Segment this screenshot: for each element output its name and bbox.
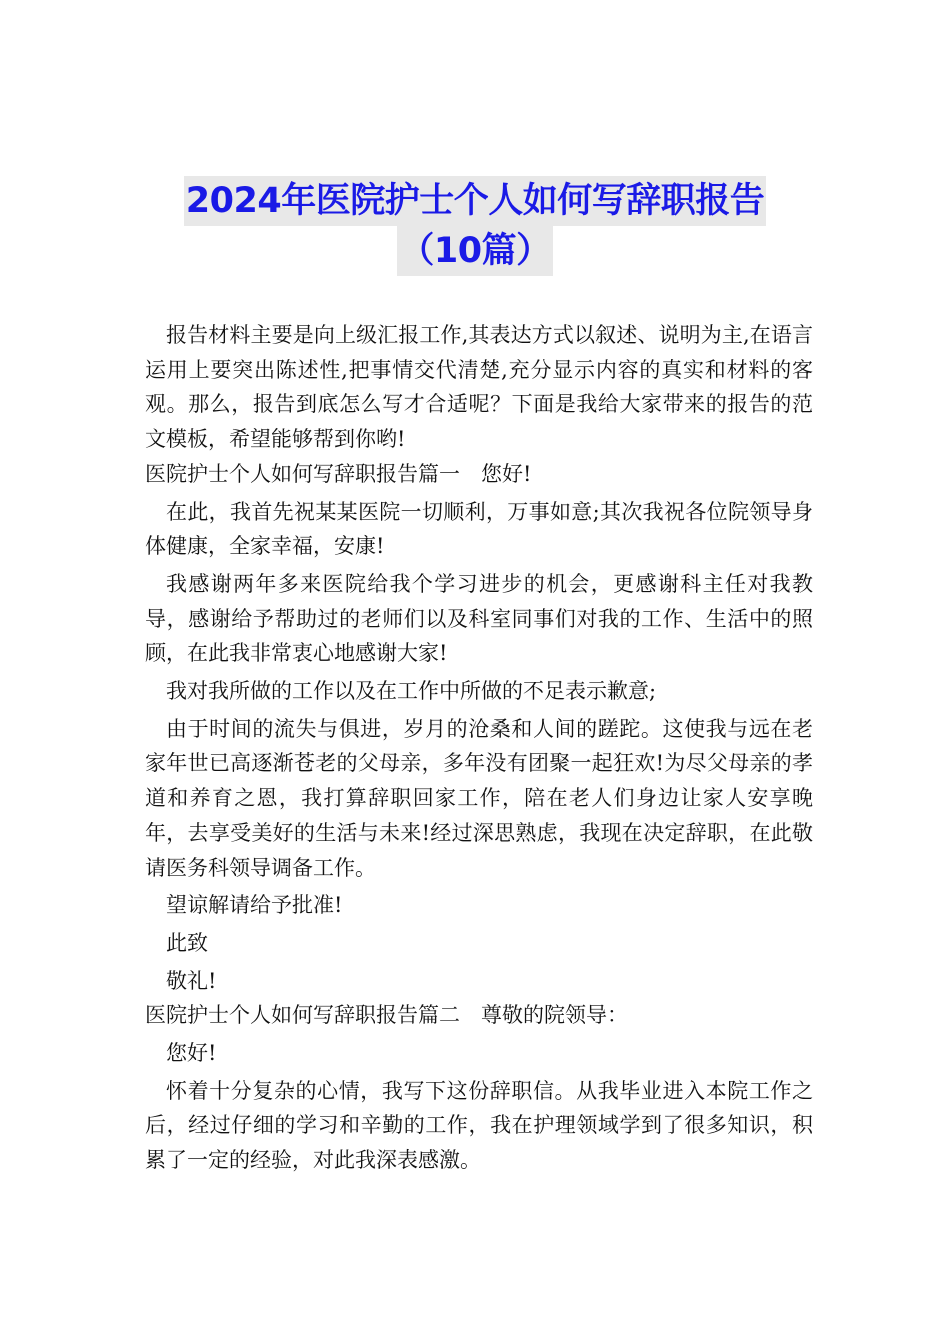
section-heading-2: 医院护士个人如何写辞职报告篇二 尊敬的院领导： xyxy=(145,1003,628,1028)
closing-line: 敬礼! xyxy=(166,968,217,993)
section-heading-1: 医院护士个人如何写辞职报告篇一 您好! xyxy=(145,461,532,486)
body-paragraph: 我感谢两年多来医院给我个学习进步的机会，更感谢科主任对我教导，感谢给予帮助过的老师们以及科室同事们对我的工作、生活中的照顾，在此我非常衷心地感谢大家! xyxy=(145,571,813,666)
body-paragraph: 望谅解请给予批准! xyxy=(166,893,343,918)
body-paragraph: 由于时间的流失与俱进，岁月的沧桑和人间的蹉跎。这使我与远在老家年世已高逐渐苍老的父母亲，多年没有团聚一起狂欢!为尽父母亲的孝道和养育之恩，我打算辞职回家工作，陪在老人们身边让家人安享晚年，去享受美好的生活与未来!经过深思熟虑，我现在决定辞职，在此敬请医务科领导调备工作。 xyxy=(145,716,813,880)
body-paragraph: 我对我所做的工作以及在工作中所做的不足表示歉意; xyxy=(166,679,657,704)
document-title xyxy=(0,176,950,276)
closing-line: 此致 xyxy=(166,930,208,955)
intro-paragraph: 报告材料主要是向上级汇报工作,其表达方式以叙述、说明为主,在语言运用上要突出陈述性,把事情交代清楚,充分显示内容的真实和材料的客观。那么，报告到底怎么写才合适呢？下面是我给大家带来的报告的范文模板，希望能够帮到你哟! xyxy=(145,323,813,452)
body-paragraph: 在此，我首先祝某某医院一切顺利，万事如意;其次我祝各位院领导身体健康，全家幸福，安康! xyxy=(145,499,813,559)
document-body xyxy=(145,318,813,1178)
title-line-1: 2024年医院护士个人如何写辞职报告 xyxy=(184,176,766,226)
greeting-line: 您好! xyxy=(166,1041,217,1066)
title-line-2: （10篇） xyxy=(397,226,552,276)
body-paragraph: 怀着十分复杂的心情，我写下这份辞职信。从我毕业进入本院工作之后，经过仔细的学习和辛勤的工作，我在护理领域学到了很多知识，积累了一定的经验，对此我深表感激。 xyxy=(145,1078,813,1173)
